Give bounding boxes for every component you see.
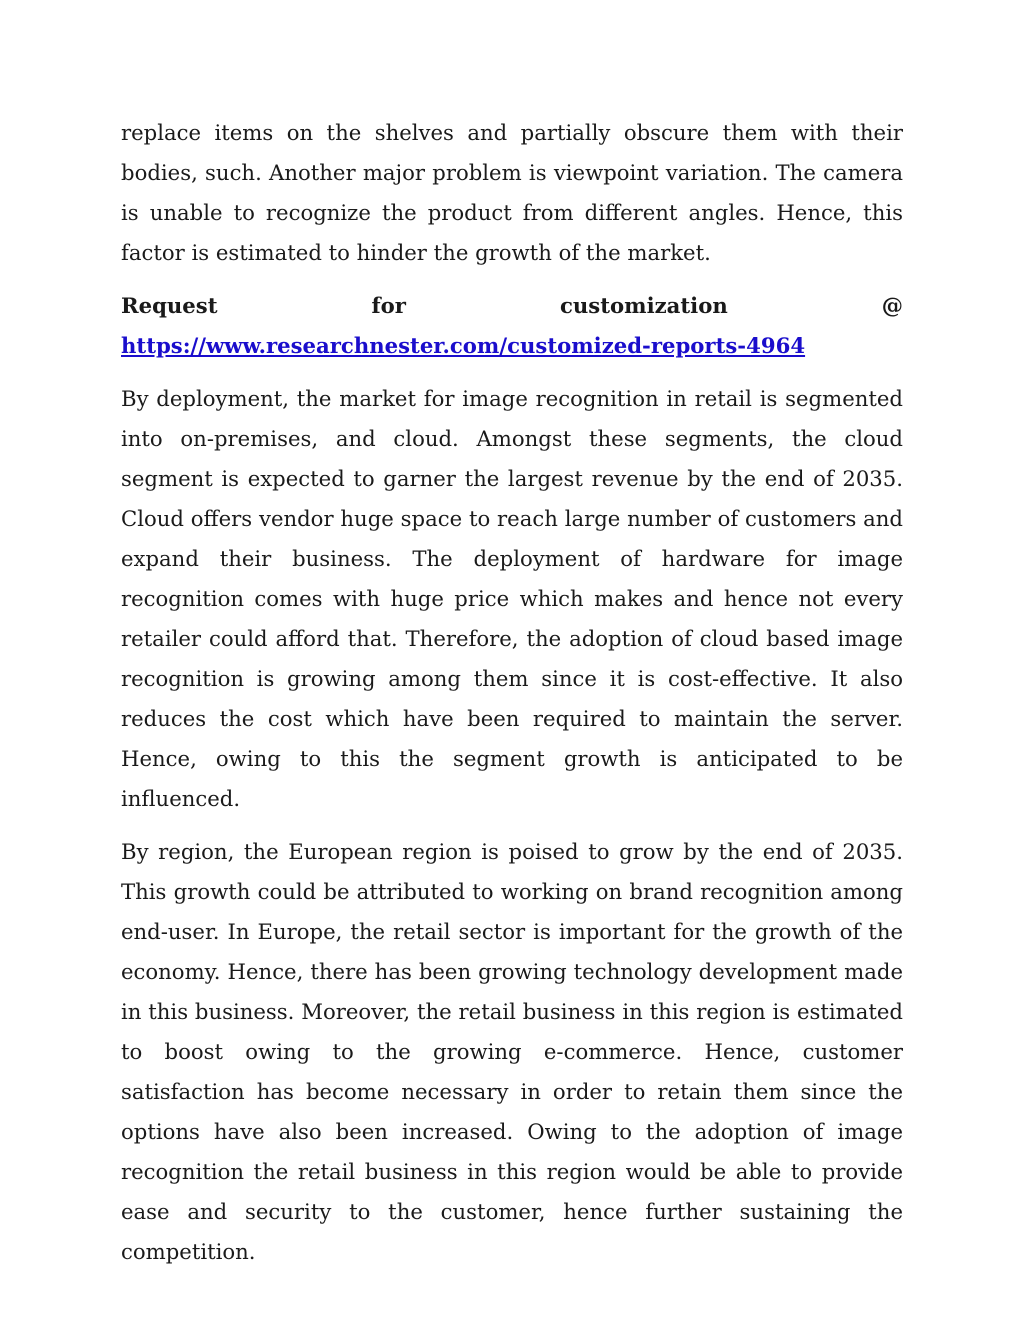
at-symbol: @ bbox=[881, 293, 903, 318]
customization-word: customization bbox=[560, 293, 728, 318]
document-page bbox=[121, 113, 903, 1285]
request-word: Request bbox=[121, 293, 218, 318]
for-word: for bbox=[371, 293, 406, 318]
paragraph-region: By region, the European region is poised to grow by the end of 2035. This growth could be attributed to working on brand recognition among end-user. In Europe, the retail sector is important for the growth of the economy. Hence, there has been growing technology development made in this business. Moreover, the retail business in this region is estimated to boost owing to the growing e-commerce. Hence, customer satisfaction has become necessary in order to retain them since the options have also been increased. Owing to the adoption of image recognition the retail business in this region would be able to provide ease and security to the customer, hence further sustaining the competition. bbox=[121, 839, 903, 1264]
request-line bbox=[121, 286, 903, 326]
customization-request bbox=[121, 286, 903, 366]
paragraph-deployment: By deployment, the market for image recognition in retail is segmented into on-premises, and cloud. Amongst these segments, the cloud segment is expected to garner the largest revenue by the end of 2035. Cloud offers vendor huge space to reach large number of customers and expand their business. The deployment of hardware for image recognition comes with huge price which makes and hence not every retailer could afford that. Therefore, the adoption of cloud based image recognition is growing among them since it is cost-effective. It also reduces the cost which have been required to maintain the server. Hence, owing to this the segment growth is anticipated to be influenced. bbox=[121, 386, 903, 811]
customization-link[interactable]: https://www.researchnester.com/customized-reports-4964 bbox=[121, 333, 806, 358]
paragraph-challenges: replace items on the shelves and partially obscure them with their bodies, such. Another major problem is viewpoint variation. The camera is unable to recognize the product from different angles. Hence, this factor is estimated to hinder the growth of the market. bbox=[121, 120, 903, 265]
